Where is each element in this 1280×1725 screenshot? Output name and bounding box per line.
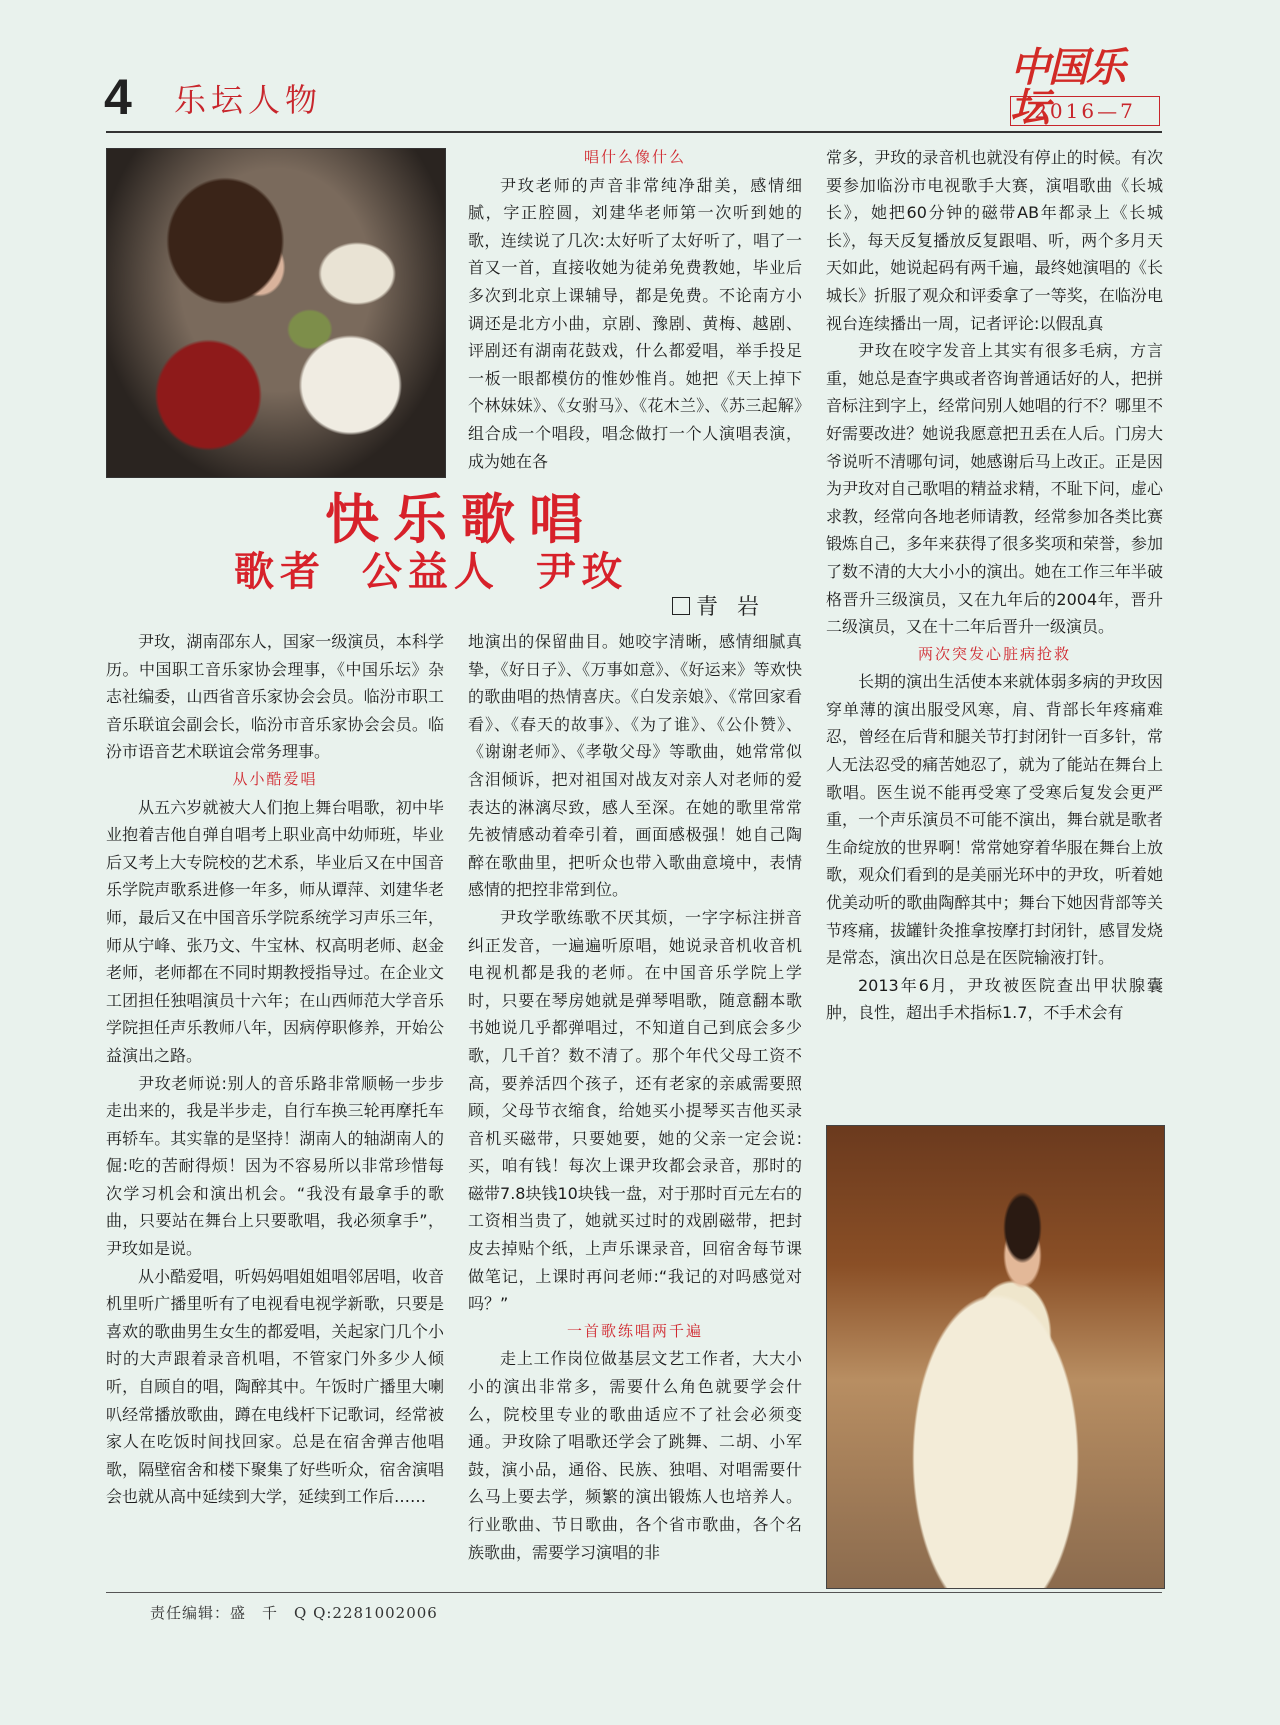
byline-box-icon xyxy=(672,597,690,615)
subheading: 一首歌练唱两千遍 xyxy=(566,1321,703,1340)
author-name: 青 岩 xyxy=(696,595,765,620)
article-subtitle: 歌者 公益人 尹玫 xyxy=(234,548,628,595)
paragraph: 2013年6月，尹玫被医院查出甲状腺囊肿，良性，超出手术指标1.7，不手术会有 xyxy=(826,975,1163,1023)
byline xyxy=(672,590,765,621)
paragraph: 尹玫学歌练歌不厌其烦，一字字标注拼音纠正发音，一遍遍听原唱，她说录音机收音机电视机都是我的老师。在中国音乐学院上学时，只要在琴房她就是弹琴唱歌，随意翻本歌书她说几乎都弹唱过，不知道自己到底会多少歌，几千首？数不清了。那个年代父母工资不高，要养活四个孩子，还有老家的亲戚需要照顾，父母节衣缩食，给她买小提琴买吉他买录音机买磁带，只要她要，她的父亲一定会说:买，咱有钱！每次上课尹玫都会录音，那时的磁带7.8块钱10块钱一盘，对于那时百元左右的工资相当贵了，她就买过时的戏剧磁带，把封皮去掉贴个纸，上声乐课录音，回宿舍每节课做笔记，上课时再问老师:“我记的对吗感觉对吗？” xyxy=(468,907,802,1314)
paragraph: 长期的演出生活使本来就体弱多病的尹玫因穿单薄的演出服受风寒，肩、背部长年疼痛难忍，曾经在后背和腿关节打封闭针一百多针，常人无法忍受的痛苦她忍了，就为了能站在舞台上歌唱。医生说不能再受寒了受寒后复发会更严重，一个声乐演员不可能不演出，舞台就是歌者生命绽放的世界啊！常常她穿着华服在舞台上放歌，观众们看到的是美丽光环中的尹玫，听着她优美动听的歌曲陶醉其中；舞台下她因背部等关节疼痛，拔罐针灸推拿按摩打封闭针，感冒发烧是常态，演出次日总是在医院输液打针。 xyxy=(826,672,1163,968)
section-title: 乐坛人物 xyxy=(174,81,323,119)
subheading: 从小酷爱唱 xyxy=(232,769,318,788)
portrait-photo xyxy=(106,148,446,478)
column-2-bottom xyxy=(468,628,802,1566)
subheading: 两次突发心脏病抢救 xyxy=(917,644,1071,663)
header-rule xyxy=(106,131,1162,133)
paragraph: 尹玫老师说:别人的音乐路非常顺畅一步步走出来的，我是半步走，自行车换三轮再摩托车再轿车。其实靠的是坚持！湖南人的轴湖南人的倔:吃的苦耐得烦！因为不容易所以非常珍惜每次学习机会和演出机会。“我没有最拿手的歌曲，只要站在舞台上只要歌唱，我必须拿手”，尹玫如是说。 xyxy=(106,1073,444,1259)
paragraph: 从小酷爱唱，听妈妈唱姐姐唱邻居唱，收音机里听广播里听有了电视看电视学新歌，只要是喜欢的歌曲男生女生的都爱唱，关起家门几个小时的大声跟着录音机唱，不管家门外多少人倾听，自顾自的唱，陶醉其中。午饭时广播里大喇叭经常播放歌曲，蹲在电线杆下记歌词，经常被家人在吃饭时间找回家。总是在宿舍弹吉他唱歌，隔壁宿舍和楼下聚集了好些听众，宿舍演唱会也就从高中延续到大学，延续到工作后…… xyxy=(106,1266,444,1507)
issue-number: 2016—7 xyxy=(1010,96,1160,126)
article-title: 快乐歌唱 xyxy=(325,487,597,551)
paragraph: 尹玫在咬字发音上其实有很多毛病，方言重，她总是查字典或者咨询普通话好的人，把拼音标注到字上，经常问别人她唱的行不？哪里不好需要改进？她说我愿意把丑丢在人后。门房大爷说听不清哪句词，她感谢后马上改正。正是因为尹玫对自己歌唱的精益求精，不耻下问，虚心求教，经常向各地老师请教，经常参加各类比赛锻炼自己，多年来获得了很多奖项和荣誉，参加了数不清的大大小小的演出。她在工作三年半破格晋升三级演员，又在九年后的2004年，晋升二级演员，又在十二年后晋升一级演员。 xyxy=(826,341,1163,637)
editor-credit: 责任编辑：盛 千 Q Q:2281002006 xyxy=(150,1604,438,1622)
paragraph: 走上工作岗位做基层文艺工作者，大大小小的演出非常多，需要什么角色就要学会什么，院校里专业的歌曲适应不了社会必须变通。尹玫除了唱歌还学会了跳舞、二胡、小军鼓，演小品，通俗、民族、独唱、对唱需要什么马上要去学，频繁的演出锻炼人也培养人。行业歌曲、节日歌曲，各个省市歌曲，各个名族歌曲，需要学习演唱的非 xyxy=(468,1349,802,1562)
paragraph: 地演出的保留曲目。她咬字清晰，感情细腻真挚，《好日子》、《万事如意》、《好运来》等欢快的歌曲唱的热情喜庆。《白发亲娘》、《常回家看看》、《春天的故事》、《为了谁》、《公仆赞》、《谢谢老师》、《孝敬父母》等歌曲，她常常似含泪倾诉，把对祖国对战友对亲人对老师的爱表达的淋漓尽致，感人至深。在她的歌里常常先被情感动着牵引着，画面感极强！她自己陶醉在歌曲里，把听众也带入歌曲意境中，表情感情的把控非常到位。 xyxy=(468,632,802,900)
footer-rule xyxy=(106,1592,1162,1593)
column-1 xyxy=(106,628,444,1511)
paragraph: 尹玫，湖南邵东人，国家一级演员，本科学历。中国职工音乐家协会理事，《中国乐坛》杂志社编委，山西省音乐家协会会员。临汾市职工音乐联谊会副会长，临汾市音乐家协会会员。临汾市语音艺术联谊会常务理事。 xyxy=(106,632,444,762)
paragraph: 常多，尹玫的录音机也就没有停止的时候。有次要参加临汾市电视歌手大赛，演唱歌曲《长城长》，她把60分钟的磁带AB年都录上《长城长》，每天反复播放反复跟唱、听，两个多月天天如此，她说起码有两千遍，最终她演唱的《长城长》折服了观众和评委拿了一等奖，在临汾电视台连续播出一周，记者评论:以假乱真 xyxy=(826,148,1163,333)
column-3 xyxy=(826,144,1163,1027)
logo-text: 中国乐坛 xyxy=(1010,44,1124,131)
column-2-top xyxy=(468,144,802,475)
paragraph: 尹玫老师的声音非常纯净甜美，感情细腻，字正腔圆，刘建华老师第一次听到她的歌，连续说了几次:太好听了太好听了，唱了一首又一首，直接收她为徒弟免费教她，毕业后多次到北京上课辅导，都是免费。不论南方小调还是北方小曲，京剧、豫剧、黄梅、越剧、评剧还有湖南花鼓戏，什么都爱唱，举手投足一板一眼都模仿的惟妙惟肖。她把《天上掉下个林妹妹》、《女驸马》、《花木兰》、《苏三起解》组合成一个唱段，唱念做打一个人演唱表演，成为她在各 xyxy=(468,175,802,471)
subheading: 唱什么像什么 xyxy=(583,148,686,166)
paragraph: 从五六岁就被大人们抱上舞台唱歌，初中毕业抱着吉他自弹自唱考上职业高中幼师班，毕业后又考上大专院校的艺术系，毕业后又在中国音乐学院声歌系进修一年多，师从谭萍、刘建华老师，最后又在中国音乐学院系统学习声乐三年，师从宁峰、张乃文、牛宝林、权高明老师、赵金老师，老师都在不同时期教授指导过。在企业文工团担任独唱演员十六年；在山西师范大学音乐学院担任声乐教师八年，因病停职修养，开始公益演出之路。 xyxy=(106,797,444,1065)
page-number: 4 xyxy=(104,69,132,125)
performance-photo xyxy=(826,1125,1165,1589)
